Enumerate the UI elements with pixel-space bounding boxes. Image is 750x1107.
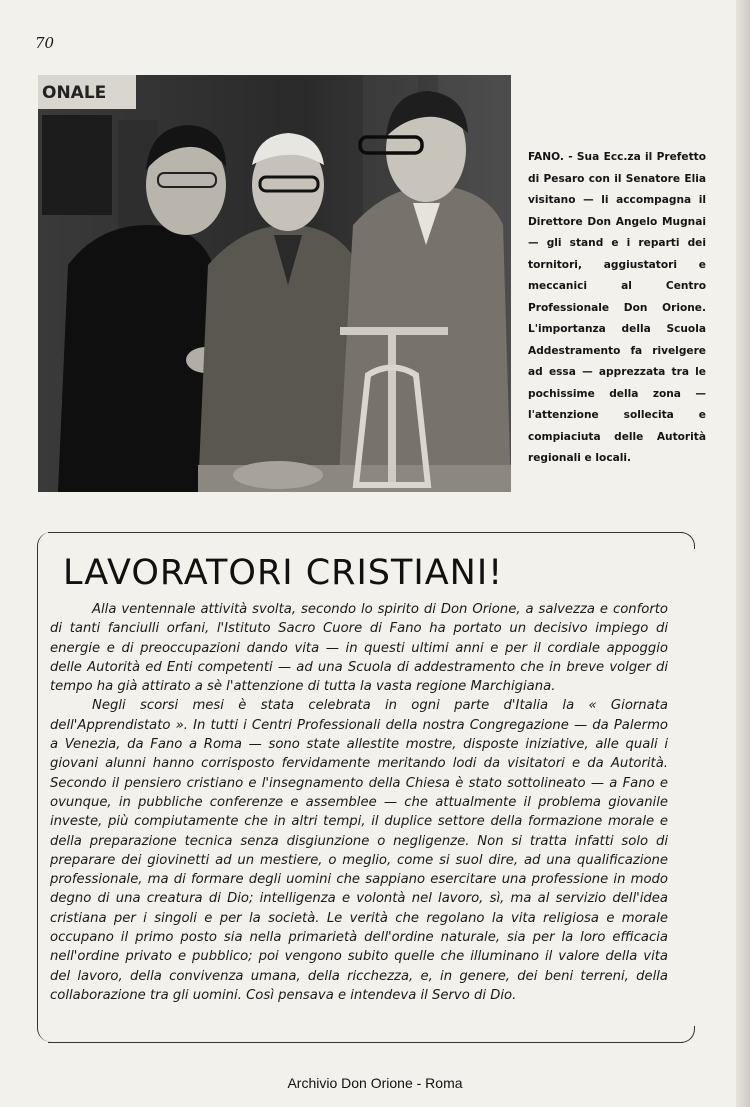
article-top-rule — [48, 532, 683, 533]
article-body — [50, 600, 668, 1005]
article-title: LAVORATORI CRISTIANI! — [63, 553, 504, 593]
background-sign-text: ONALE — [42, 83, 107, 103]
page-edge-shadow — [736, 0, 750, 1107]
article-paragraph: Alla ventennale attività svolta, secondo lo spirito di Don Orione, a salvezza e conforto di tanti fanciulli orfani, l'Istituto Sacro Cuore di Fano ha portato un decisivo impiego di energie e di preoccupazioni dando vita — in questi ultimi anni e per il cordiale appoggio delle Autorità ed Enti competenti — ad una Scuola di addestramento che in breve volger di tempo ha già attirato a sè l'attenzione di tutta la vasta regione Marchigiana. — [50, 602, 668, 695]
article-bottom-rule — [48, 1042, 683, 1043]
article-paragraph: Negli scorsi mesi è stata celebrata in ogni parte d'Italia la « Giornata dell'Apprendistato ». In tutti i Centri Professionali della nostra Congregazione — da Palermo a Venezia, da Fano a Roma — sono state allestite mostre, disposte iniziative, alle quali i giovani alunni hanno corrisposto fervidamente meritando lodi da visitatori e da Autorità. Secondo il pensiero cristiano e l'insegnamento della Chiesa è stato sottolineato — a Fano e ovunque, in pubbliche conferenze e assemblee — che attualmente il problema giovanile investe, più compiutamente che in altri tempi, il duplice settore della formazione morale e della preparazione tecnica senza disgiunzione o negligenze. Non si tratta infatti solo di preparare dei giovinetti ad un mestiere, o meglio, come si suol dire, ad una qualificazione professionale, ma di formare degli uomini che sappiano esercitare una professione in modo degno di una creatura di Dio; intelligenza e volontà nel lavoro, sì, ma al servizio dell'idea cristiana per i singoli e per la società. Le verità che regolano la vita religiosa e morale occupano il primo posto sia nella primarietà dell'ordine naturale, sia per la loro efficacia nell'ordine privato e pubblico; poi vengono subito quelle che illuminano il valore della vita del lavoro, della convivenza umana, della ricchezza, e, in genere, dei beni terreni, della collaborazione tra gli uomini. Così pensava e intendeva il Servo di Dio. — [50, 698, 668, 1003]
photo-three-men-at-workshop — [38, 75, 511, 492]
page-number: 70 — [35, 34, 55, 52]
archive-footer: Archivio Don Orione - Roma — [287, 1075, 463, 1091]
photo-caption: FANO. - Sua Ecc.za il Prefetto di Pesaro con il Senatore Elia visitano — li accompagna il Direttore Don Angelo Mugnai — gli stand e i reparti dei tornitori, aggiustatori e meccanici al Centro Professionale Don Orione. L'importanza della Scuola Addestramento fa rivelgere ad essa — apprezzata tra le pochissime della zona — l'attenzione sollecita e compiaciuta delle Autorità regionali e locali. — [528, 151, 706, 464]
